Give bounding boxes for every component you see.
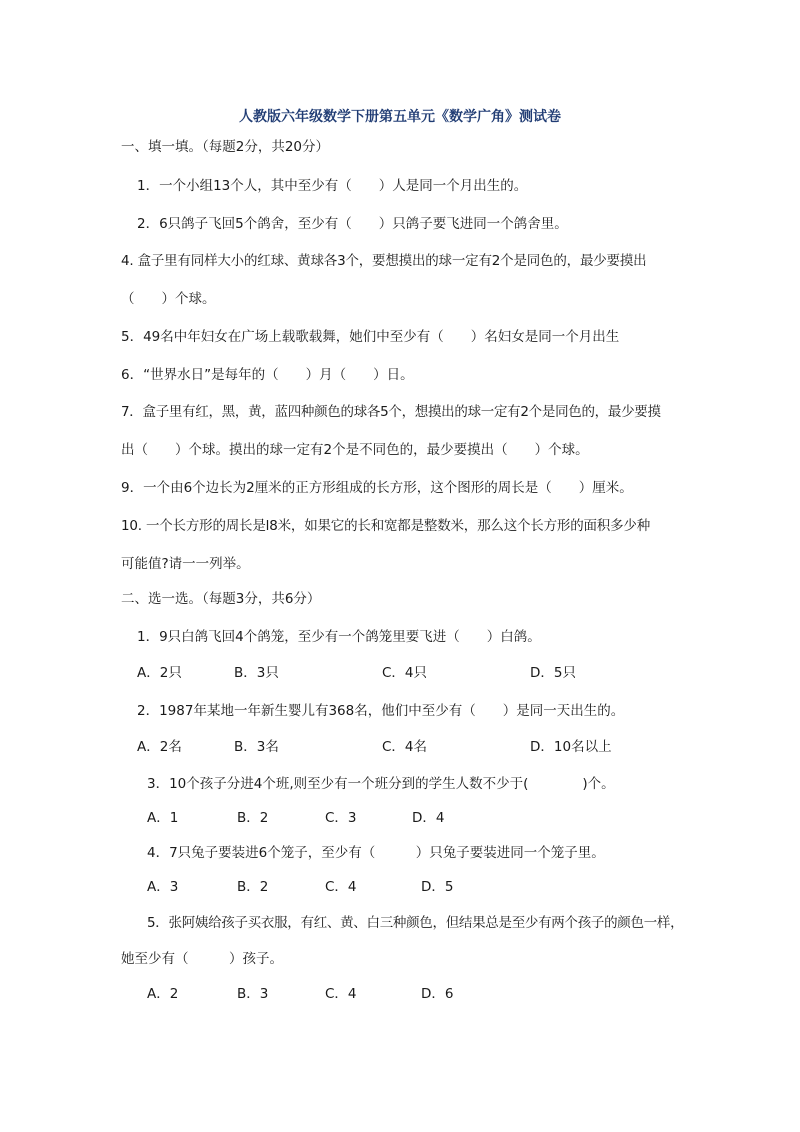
option-c: C．4 <box>325 879 357 895</box>
option-a: A．3 <box>147 879 179 895</box>
s2-question-5-line2: 她至少有（ ）孩子。 <box>121 951 283 967</box>
s1-question-1: 1．一个小组13个人，其中至少有（ ）人是同一个月出生的。 <box>137 178 528 194</box>
option-d: D．6 <box>421 986 454 1002</box>
option-b: B．2 <box>237 879 269 895</box>
s1-question-7-line1: 7．盒子里有红，黑，黄，蓝四种颜色的球各5个，想摸出的球一定有2个是同色的，最少要摸 <box>121 404 661 420</box>
option-a: A．1 <box>147 810 179 826</box>
option-d: D．5 <box>421 879 454 895</box>
s1-question-10-line1: 10. 一个长方形的周长是l8米，如果它的长和宽都是整数米，那么这个长方形的面积多少种 <box>121 518 650 534</box>
s1-question-9: 9．一个由6个边长为2厘米的正方形组成的长方形，这个图形的周长是（ ）厘米。 <box>121 480 633 496</box>
s1-question-6: 6．“世界水日”是每年的（ ）月（ ）日。 <box>121 367 414 383</box>
s2-question-3: 3．10个孩子分进4个班,则至少有一个班分到的学生人数不少于( )个。 <box>147 776 615 792</box>
s1-question-4-line1: 4. 盒子里有同样大小的红球、黄球各3个，要想摸出的球一定有2个是同色的，最少要摸出 <box>121 253 647 269</box>
option-b: B．3名 <box>234 739 279 755</box>
s1-question-4-line2: （ ）个球。 <box>121 291 216 307</box>
option-c: C．4名 <box>382 739 428 755</box>
option-c: C．3 <box>325 810 357 826</box>
option-b: B．3只 <box>234 665 279 681</box>
s2-question-2: 2．1987年某地一年新生婴儿有368名，他们中至少有（ ）是同一天出生的。 <box>137 703 625 719</box>
option-d: D．5只 <box>530 665 576 681</box>
s1-question-5: 5．49名中年妇女在广场上载歌载舞，她们中至少有（ ）名妇女是同一个月出生 <box>121 329 620 345</box>
section2-heading: 二、选一选。（每题3分，共6分） <box>121 591 321 607</box>
option-d: D．4 <box>412 810 445 826</box>
s2-question-5-line1: 5．张阿姨给孩子买衣服，有红、黄、白三种颜色，但结果总是至少有两个孩子的颜色一样， <box>147 915 684 931</box>
s1-question-2: 2．6只鸽子飞回5个鸽舍，至少有（ ）只鸽子要飞进同一个鸽舍里。 <box>137 216 568 232</box>
s1-question-7-line2: 出（ ）个球。摸出的球一定有2个是不同色的，最少要摸出（ ）个球。 <box>121 442 589 458</box>
option-a: A．2只 <box>137 665 182 681</box>
option-b: B．2 <box>237 810 269 826</box>
option-c: C．4只 <box>382 665 428 681</box>
section1-heading: 一、填一填。（每题2分，共20分） <box>121 139 330 155</box>
option-a: A．2名 <box>137 739 182 755</box>
option-d: D．10名以上 <box>530 739 612 755</box>
option-b: B．3 <box>237 986 269 1002</box>
s1-question-10-line2: 可能值?请一一列举。 <box>121 556 250 572</box>
option-c: C．4 <box>325 986 357 1002</box>
s2-question-1: 1．9只白鸽飞回4个鸽笼，至少有一个鸽笼里要飞进（ ）白鸽。 <box>137 629 541 645</box>
page-title: 人教版六年级数学下册第五单元《数学广角》测试卷 <box>239 109 561 125</box>
option-a: A．2 <box>147 986 179 1002</box>
s2-question-4: 4．7只兔子要装进6个笼子，至少有（ ）只兔子要装进同一个笼子里。 <box>147 845 605 861</box>
